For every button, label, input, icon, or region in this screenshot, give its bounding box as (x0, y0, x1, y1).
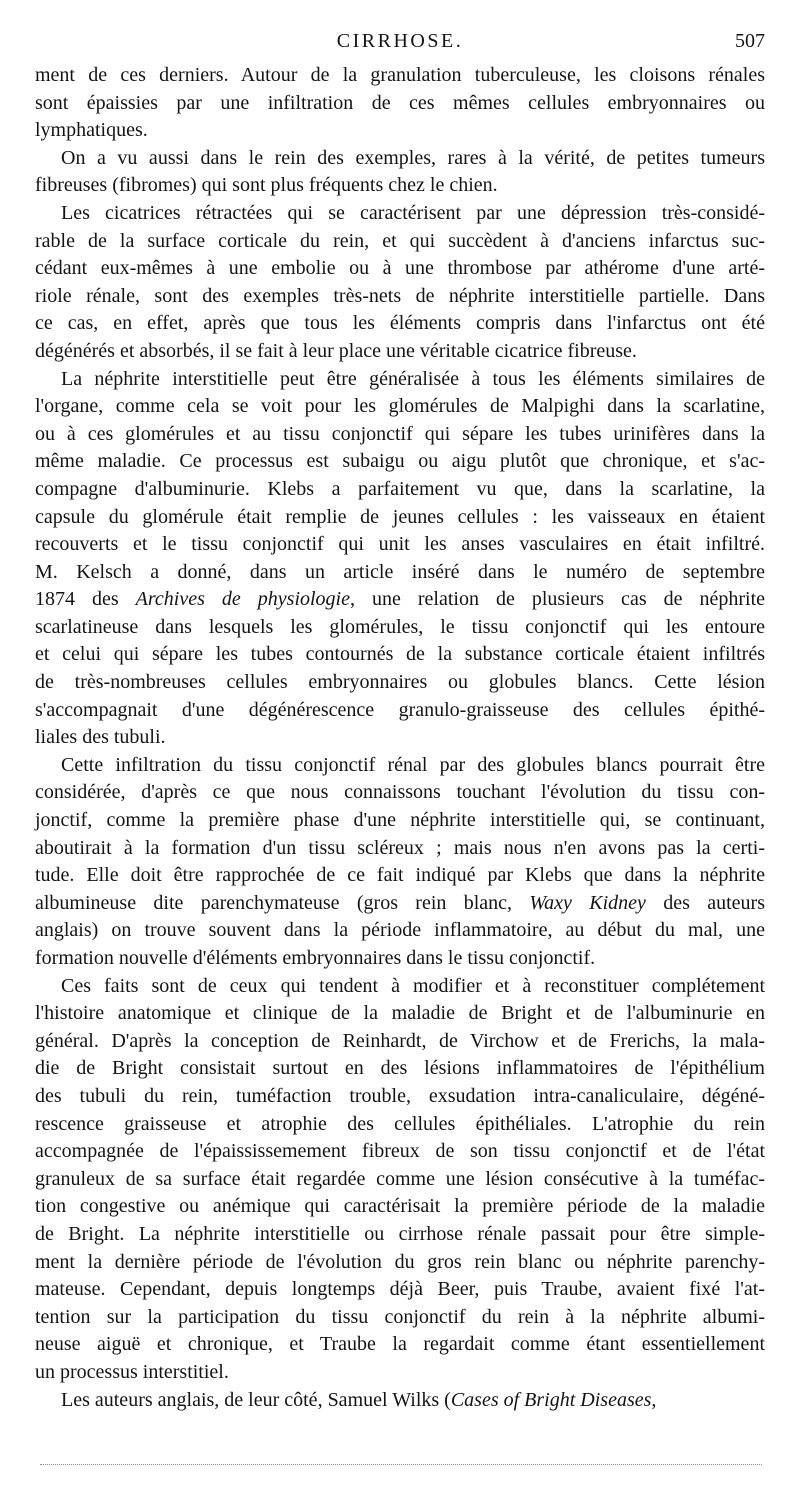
text-line: mateuse. Cependant, depuis longtemps déjà Beer, puis Traube, avaient fixé l'at- (35, 1278, 765, 1301)
body-text (35, 62, 765, 1414)
text-line: riole rénale, sont des exemples très-nets de néphrite interstitielle partielle. Dans (35, 284, 765, 307)
page-number: 507 (735, 30, 765, 52)
text-line: ou à ces glomérules et au tissu conjonctif qui sépare les tubes urinifères dans la (35, 422, 765, 445)
text-line: accompagnée de l'épaississemement fibreux de son tissu conjonctif et de l'état (35, 1140, 765, 1163)
text-line: On a vu aussi dans le rein des exemples, rares à la vérité, de petites tumeurs (61, 146, 765, 169)
text-line: die de Bright consistait surtout en des lésions inflammatoires de l'épithélium (35, 1057, 765, 1080)
running-title: CIRRHOSE. (336, 30, 464, 52)
text-line: dégénérés et absorbés, il se fait à leur place une véritable cicatrice fibreuse. (35, 339, 637, 362)
text-line: La néphrite interstitielle peut être généralisée à tous les éléments similaires de (61, 367, 765, 390)
text-line: l'organe, comme cela se voit pour les glomérules de Malpighi dans la scarlatine, (35, 395, 765, 418)
text-line: aboutirait à la formation d'un tissu scléreux ; mais nous n'en avons pas la certi- (35, 836, 765, 859)
text-line: compagne d'albuminurie. Klebs a parfaitement vu que, dans la scarlatine, la (35, 477, 765, 500)
paragraph (35, 62, 765, 145)
text-line: des tubuli du rein, tuméfaction trouble, exsudation intra-canaliculaire, dégéné- (35, 1084, 765, 1107)
text-line: Ces faits sont de ceux qui tendent à modifier et à reconstituer complétement (61, 974, 765, 997)
text-line: scarlatineuse dans lesquels les glomérules, le tissu conjonctif qui les entoure (35, 615, 765, 638)
text-line: considérée, d'après ce que nous connaissons touchant l'évolution du tissu con- (35, 781, 765, 804)
text-line: tude. Elle doit être rapprochée de ce fait indiqué par Klebs que dans la néphrite (35, 864, 765, 887)
text-line: s'accompagnait d'une dégénérescence granulo-graisseuse des cellules épithé- (35, 698, 765, 721)
paragraph (35, 145, 765, 200)
text-line: Les cicatrices rétractées qui se caractérisent par une dépression très-considé- (61, 201, 765, 224)
footer-dotted-rule (40, 1464, 762, 1465)
text-line: rable de la surface corticale du rein, et qui succèdent à d'anciens infarctus suc- (35, 229, 765, 252)
paragraph (35, 973, 765, 1387)
text-line: lymphatiques. (35, 119, 148, 142)
text-line: ce cas, en effet, après que tous les éléments compris dans l'infarctus ont été (35, 312, 765, 335)
text-line: liales des tubuli. (35, 726, 166, 749)
text-line: l'histoire anatomique et clinique de la maladie de Bright et de l'albuminurie en (35, 1002, 765, 1025)
text-line: neuse aiguë et chronique, et Traube la regardait comme étant essentiellement (35, 1333, 765, 1356)
text-line: et celui qui sépare les tubes contournés de la substance corticale étaient infiltrés (35, 643, 765, 666)
text-line: de très-nombreuses cellules embryonnaires ou globules blancs. Cette lésion (35, 671, 765, 694)
text-line: même maladie. Ce processus est subaigu ou aigu plutôt que chronique, et s'ac- (35, 450, 765, 473)
text-line: jonctif, comme la première phase d'une néphrite interstitielle qui, se continuant, (35, 809, 765, 832)
text-line: tion congestive ou anémique qui caractérisait la première période de la maladie (35, 1195, 765, 1218)
paragraph (35, 1387, 765, 1415)
text-line: Les auteurs anglais, de leur côté, Samuel Wilks (Cases of Bright Diseases, (61, 1388, 657, 1411)
text-line: albumineuse dite parenchymateuse (gros rein blanc, Waxy Kidney des auteurs (35, 891, 765, 914)
text-line: de Bright. La néphrite interstitielle ou cirrhose rénale passait pour être simple- (35, 1222, 765, 1245)
text-line: capsule du glomérule était remplie de jeunes cellules : les vaisseaux en étaient (35, 505, 765, 528)
text-line: cédant eux-mêmes à une embolie ou à une thrombose par athérome d'une arté- (35, 257, 765, 280)
text-line: granuleux de sa surface était regardée comme une lésion consécutive à la tuméfac- (35, 1167, 765, 1190)
paragraph (35, 200, 765, 366)
text-line: recouverts et le tissu conjonctif qui unit les anses vasculaires en était infiltré. (35, 533, 765, 556)
text-line: ment de ces derniers. Autour de la granulation tuberculeuse, les cloisons rénales (35, 64, 765, 86)
text-line: fibreuses (fibromes) qui sont plus fréquents chez le chien. (35, 174, 498, 197)
text-line: ment la dernière période de l'évolution du gros rein blanc ou néphrite parenchy- (35, 1250, 765, 1273)
paragraph (35, 752, 765, 973)
text-line: Cette infiltration du tissu conjonctif rénal par des globules blancs pourrait être (61, 753, 765, 776)
text-line: tention sur la participation du tissu conjonctif du rein à la néphrite albumi- (35, 1305, 765, 1328)
text-line: M. Kelsch a donné, dans un article inséré dans le numéro de septembre (35, 560, 765, 583)
text-line: anglais) on trouve souvent dans la période inflammatoire, au début du mal, une (35, 919, 765, 942)
text-line: sont épaissies par une infiltration de ces mêmes cellules embryonnaires ou (35, 91, 765, 114)
running-head (35, 30, 765, 58)
text-line: rescence graisseuse et atrophie des cellules épithéliales. L'atrophie du rein (35, 1112, 765, 1135)
text-line: formation nouvelle d'éléments embryonnaires dans le tissu conjonctif. (35, 947, 596, 969)
text-line: général. D'après la conception de Reinhardt, de Virchow et de Frerichs, la mala- (35, 1029, 765, 1052)
paragraph (35, 366, 765, 752)
text-line: un processus interstitiel. (35, 1360, 229, 1383)
text-line: 1874 des Archives de physiologie, une relation de plusieurs cas de néphrite (35, 588, 766, 611)
